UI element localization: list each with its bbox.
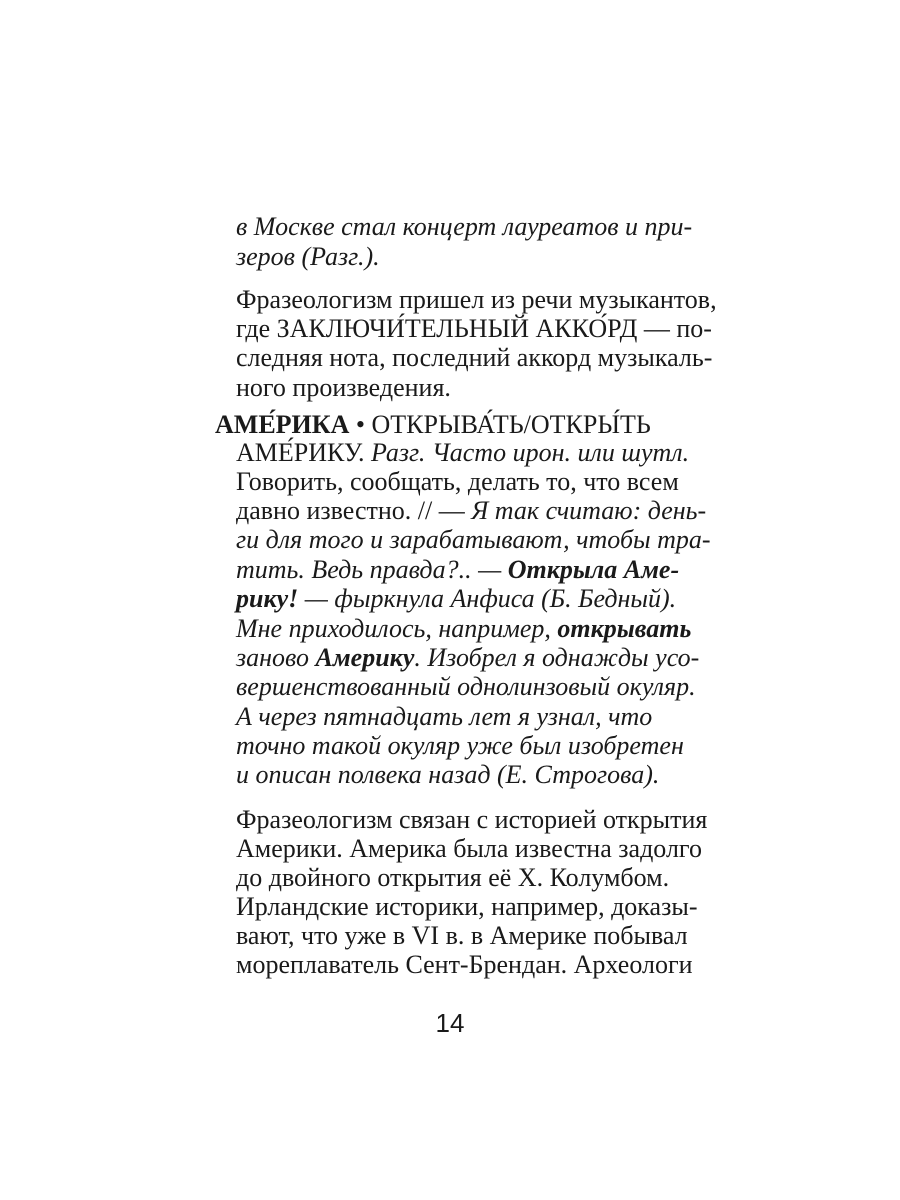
text-line: [236, 584, 676, 614]
text-run: точно такой окуляр уже был изобретен: [236, 731, 684, 760]
text-run: АМЕ́РИКА: [215, 410, 350, 439]
text-run: АМЕ́РИКУ.: [236, 438, 372, 467]
text-line: [236, 242, 380, 272]
text-line: [236, 892, 698, 922]
text-run: Открыла Аме-: [507, 555, 680, 584]
page-number: 14: [435, 1008, 465, 1038]
text-run: Америки. Америка была известна задолго: [236, 834, 702, 863]
text-run: до двойного открытия её Х. Колумбом.: [236, 863, 670, 892]
text-run: ги для того и зарабатывают, чтобы тра-: [236, 525, 711, 554]
text-line: [236, 555, 679, 585]
text-run: Я так считаю: день-: [471, 496, 707, 525]
text-line: [236, 373, 451, 403]
text-run: Разг. Часто ирон. или шутл.: [371, 438, 690, 467]
text-line: [236, 343, 712, 373]
text-line: [236, 950, 693, 980]
text-line: [236, 314, 712, 344]
text-line: [236, 496, 706, 526]
text-line: [236, 760, 659, 790]
text-run: Ирландские историки, например, доказы-: [236, 892, 698, 921]
text-run: давно известно. // —: [236, 496, 472, 525]
text-run: Фразеологизм связан с историей открытия: [236, 805, 708, 834]
text-run: . Изобрел я однажды усо-: [414, 643, 700, 672]
text-line: [236, 863, 669, 893]
text-run: Мне приходилось, например,: [236, 614, 558, 643]
text-line: [236, 525, 711, 555]
text-line: [236, 921, 688, 951]
text-run: вершенствованный однолинзовый окуляр.: [236, 672, 696, 701]
text-line: [236, 731, 684, 761]
text-run: в Москве стал концерт лауреатов и при-: [236, 212, 693, 241]
text-line: [236, 438, 689, 468]
text-line: [236, 805, 707, 835]
text-run: зеров (Разг.).: [236, 242, 380, 271]
text-run: открывать: [557, 614, 692, 643]
text-run: Фразеологизм пришел из речи музыкантов,: [236, 285, 717, 314]
text-run: вают, что уже в VI в. в Америке побывал: [236, 921, 688, 950]
text-run: мореплаватель Сент-Брендан. Археологи: [236, 950, 693, 979]
text-run: заново: [236, 643, 316, 672]
text-run: и описан полвека назад (Е. Строгова).: [236, 760, 660, 789]
text-run: где ЗАКЛЮЧИ́ТЕЛЬНЫЙ АККО́РД — по-: [236, 314, 712, 343]
text-line: [236, 285, 717, 315]
text-line: [236, 467, 679, 497]
text-line: [236, 702, 652, 732]
text-line: [236, 643, 699, 673]
text-run: • ОТКРЫВА́ТЬ/ОТКРЫ́ТЬ: [349, 410, 651, 439]
text-run: Америку: [315, 643, 415, 672]
text-line: [236, 672, 696, 702]
text-line: [236, 614, 691, 644]
text-line: [236, 212, 692, 242]
text-run: тить. Ведь правда?.. —: [236, 555, 508, 584]
text-run: рику!: [236, 584, 299, 613]
text-line: [215, 410, 651, 440]
text-run: следняя нота, последний аккорд музыкаль-: [236, 343, 713, 372]
text-run: ного произведения.: [236, 373, 451, 402]
text-run: Говорить, сообщать, делать то, что всем: [236, 467, 679, 496]
text-run: А через пятнадцать лет я узнал, что: [236, 702, 653, 731]
text-line: [236, 834, 702, 864]
text-run: — фыркнула Анфиса (Б. Бедный).: [298, 584, 677, 613]
